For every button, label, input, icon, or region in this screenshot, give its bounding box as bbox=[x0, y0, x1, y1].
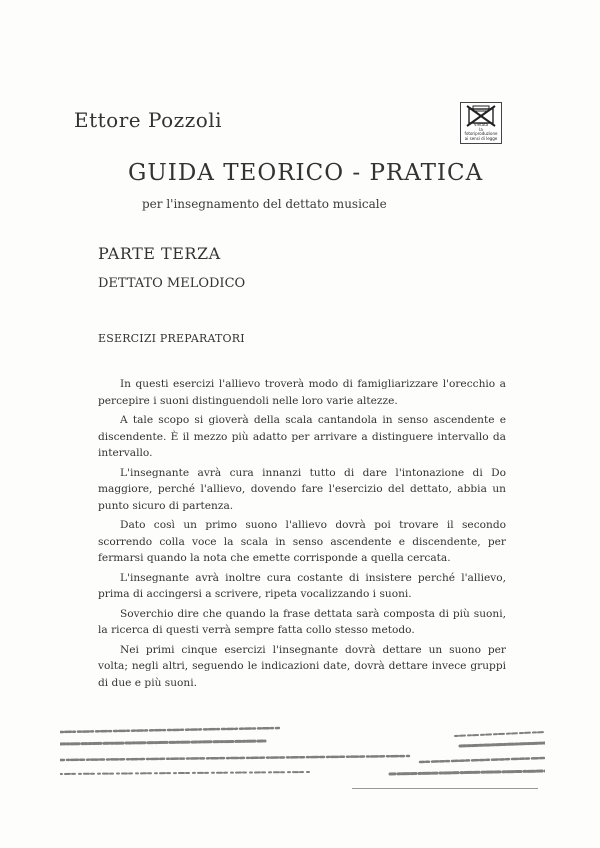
copyright-stamp bbox=[460, 102, 502, 144]
paragraph: A tale scopo si gioverà della scala cantandola in senso ascendente e discendente. È il mezzo più adatto per arrivare a distinguere intervallo da intervallo. bbox=[98, 414, 506, 459]
section-heading: DETTATO MELODICO bbox=[98, 276, 246, 291]
paragraph: Soverchio dire che quando la frase dettata sarà composta di più suoni, la ricerca di questi verrà sempre fatta collo stesso metodo. bbox=[98, 607, 506, 636]
book-subtitle: per l'insegnamento del dettato musicale bbox=[142, 197, 387, 211]
part-heading: PARTE TERZA bbox=[98, 244, 221, 263]
paragraph: Nei primi cinque esercizi l'insegnante dovrà dettare un suono per volta; negli altri, seguendo le indicazioni date, dovrà dettare invece gruppi di due e più suoni. bbox=[98, 643, 506, 689]
stamp-line: ai sensi di legge bbox=[464, 135, 498, 141]
stamp-line: Vietata bbox=[473, 122, 489, 127]
paragraph: In questi esercizi l'allievo troverà modo di famigliarizzare l'orecchio a percepire i suoni distinguendoli nelle loro varie altezze. bbox=[98, 378, 506, 407]
paragraph: L'insegnante avrà inoltre cura costante di insistere perché l'allievo, prima di accingersi a scrivere, ripeta vocalizzando i suoni. bbox=[98, 571, 506, 600]
obscured-footer-text bbox=[60, 718, 545, 818]
footer-divider bbox=[352, 788, 538, 789]
exercises-heading: ESERCIZI PREPARATORI bbox=[98, 332, 245, 345]
paragraph: L'insegnante avrà cura innanzi tutto di dare l'intonazione di Do maggiore, perché l'allievo, dovendo fare l'esercizio del dettato, abbia un punto sicuro di partenza. bbox=[98, 466, 506, 512]
body-text bbox=[98, 376, 506, 694]
stamp-line: la fotoriproduzione bbox=[464, 126, 498, 136]
author-name: Ettore Pozzoli bbox=[74, 108, 223, 132]
stamp-caption bbox=[463, 123, 499, 141]
book-title: GUIDA TEORICO - PRATICA bbox=[128, 160, 484, 186]
paragraph: Dato così un primo suono l'allievo dovrà poi trovare il secondo scorrendo colla voce la scala in senso ascendente e discendente, per fermarsi quando la nota che emette corrisponde a quella cercata. bbox=[98, 519, 506, 564]
